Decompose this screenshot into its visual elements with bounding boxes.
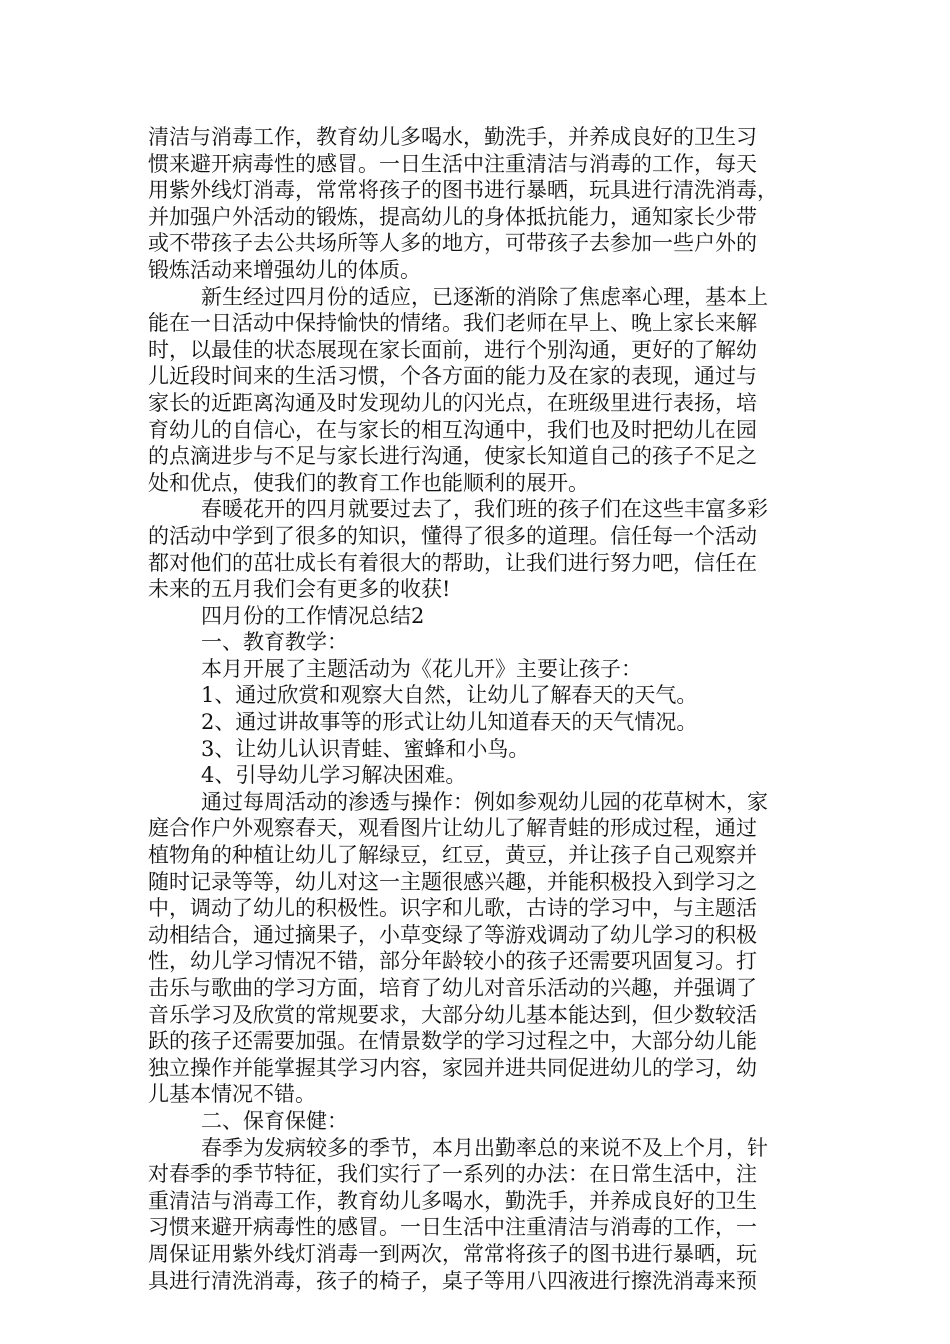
text-line: 四月份的工作情况总结2 — [201, 603, 425, 628]
text-line: 对春季的季节特征，我们实行了一系列的办法：在日常生活中，注 — [148, 1162, 757, 1187]
text-line: 音乐学习及欣赏的常规要求，大部分幼儿基本能达到，但少数较活 — [148, 1002, 757, 1027]
text-line: 重清洁与消毒工作，教育幼儿多喝水，勤洗手，并养成良好的卫生 — [148, 1188, 757, 1213]
text-line: 春暖花开的四月就要过去了，我们班的孩子们在这些丰富多彩 — [201, 497, 768, 522]
text-line: 儿近段时间来的生活习惯，个各方面的能力及在家的表现，通过与 — [148, 364, 757, 389]
text-line: 能在一日活动中保持愉快的情绪。我们老师在早上、晚上家长来解 — [148, 311, 757, 336]
text-line: 独立操作并能掌握其学习内容，家园并进共同促进幼儿的学习，幼 — [148, 1055, 757, 1080]
text-line: 本月开展了主题活动为《花儿开》主要让孩子： — [201, 656, 642, 681]
text-line: 或不带孩子去公共场所等人多的地方，可带孩子去参加一些户外的 — [148, 231, 757, 256]
text-line: 新生经过四月份的适应，已逐渐的消除了焦虑率心理，基本上 — [201, 284, 768, 309]
text-line: 的点滴进步与不足与家长进行沟通，使家长知道自己的孩子不足之 — [148, 444, 757, 469]
document-body — [148, 124, 808, 1294]
text-line: 都对他们的茁壮成长有着很大的帮助，让我们进行努力吧，信任在 — [148, 550, 757, 575]
text-line: 3、让幼儿认识青蛙、蜜蜂和小鸟。 — [201, 736, 530, 761]
text-line: 清洁与消毒工作，教育幼儿多喝水，勤洗手，并养成良好的卫生习 — [148, 125, 757, 149]
text-line: 1、通过欣赏和观察大自然，让幼儿了解春天的天气。 — [201, 683, 698, 708]
text-line: 一、教育教学： — [201, 630, 348, 655]
text-line: 具进行清洗消毒，孩子的椅子，桌子等用八四液进行擦洗消毒来预 — [148, 1268, 757, 1293]
text-line: 跃的孩子还需要加强。在情景数学的学习过程之中，大部分幼儿能 — [148, 1029, 757, 1054]
text-line: 击乐与歌曲的学习方面，培育了幼儿对音乐活动的兴趣，并强调了 — [148, 976, 757, 1000]
text-line: 并加强户外活动的锻炼，提高幼儿的身体抵抗能力，通知家长少带 — [148, 204, 757, 229]
text-line: 的活动中学到了很多的知识，懂得了很多的道理。信任每一个活动 — [148, 523, 757, 548]
text-line: 通过每周活动的渗透与操作：例如参观幼儿园的花草树木，家 — [201, 789, 768, 814]
text-line: 二、保育保健： — [201, 1108, 348, 1133]
text-line: 习惯来避开病毒性的感冒。一日生活中注重清洁与消毒的工作，一 — [148, 1215, 757, 1240]
text-line: 周保证用紫外线灯消毒一到两次，常常将孩子的图书进行暴晒，玩 — [148, 1241, 757, 1266]
text-line: 时，以最佳的状态展现在家长面前，进行个别沟通，更好的了解幼 — [148, 337, 757, 362]
text-line: 性，幼儿学习情况不错，部分年龄较小的孩子还需要巩固复习。打 — [148, 949, 757, 974]
text-line: 儿基本情况不错。 — [148, 1082, 316, 1107]
text-line: 用紫外线灯消毒，常常将孩子的图书进行暴晒，玩具进行清洗消毒， — [148, 178, 778, 203]
text-line: 惯来避开病毒性的感冒。一日生活中注重清洁与消毒的工作，每天 — [148, 151, 757, 176]
text-line: 动相结合，通过摘果子，小草变绿了等游戏调动了幼儿学习的积极 — [148, 922, 757, 947]
text-line: 处和优点，使我们的教育工作也能顺利的展开。 — [148, 470, 589, 495]
text-line: 随时记录等等，幼儿对这一主题很感兴趣，并能积极投入到学习之 — [148, 869, 757, 894]
text-line: 未来的五月我们会有更多的收获! — [148, 577, 451, 602]
text-line: 春季为发病较多的季节，本月出勤率总的来说不及上个月，针 — [201, 1135, 768, 1160]
text-line: 2、通过讲故事等的形式让幼儿知道春天的天气情况。 — [201, 710, 698, 735]
text-line: 4、引导幼儿学习解决困难。 — [201, 763, 467, 788]
text-line: 育幼儿的自信心，在与家长的相互沟通中，我们也及时把幼儿在园 — [148, 417, 757, 442]
text-line: 植物角的种植让幼儿了解绿豆，红豆，黄豆，并让孩子自己观察并 — [148, 843, 757, 868]
text-line: 锻炼活动来增强幼儿的体质。 — [148, 257, 421, 282]
text-line: 庭合作户外观察春天，观看图片让幼儿了解青蛙的形成过程，通过 — [148, 816, 757, 841]
text-line: 中，调动了幼儿的积极性。识字和儿歌，古诗的学习中，与主题活 — [148, 896, 757, 921]
text-line: 家长的近距离沟通及时发现幼儿的闪光点，在班级里进行表扬，培 — [148, 390, 757, 415]
